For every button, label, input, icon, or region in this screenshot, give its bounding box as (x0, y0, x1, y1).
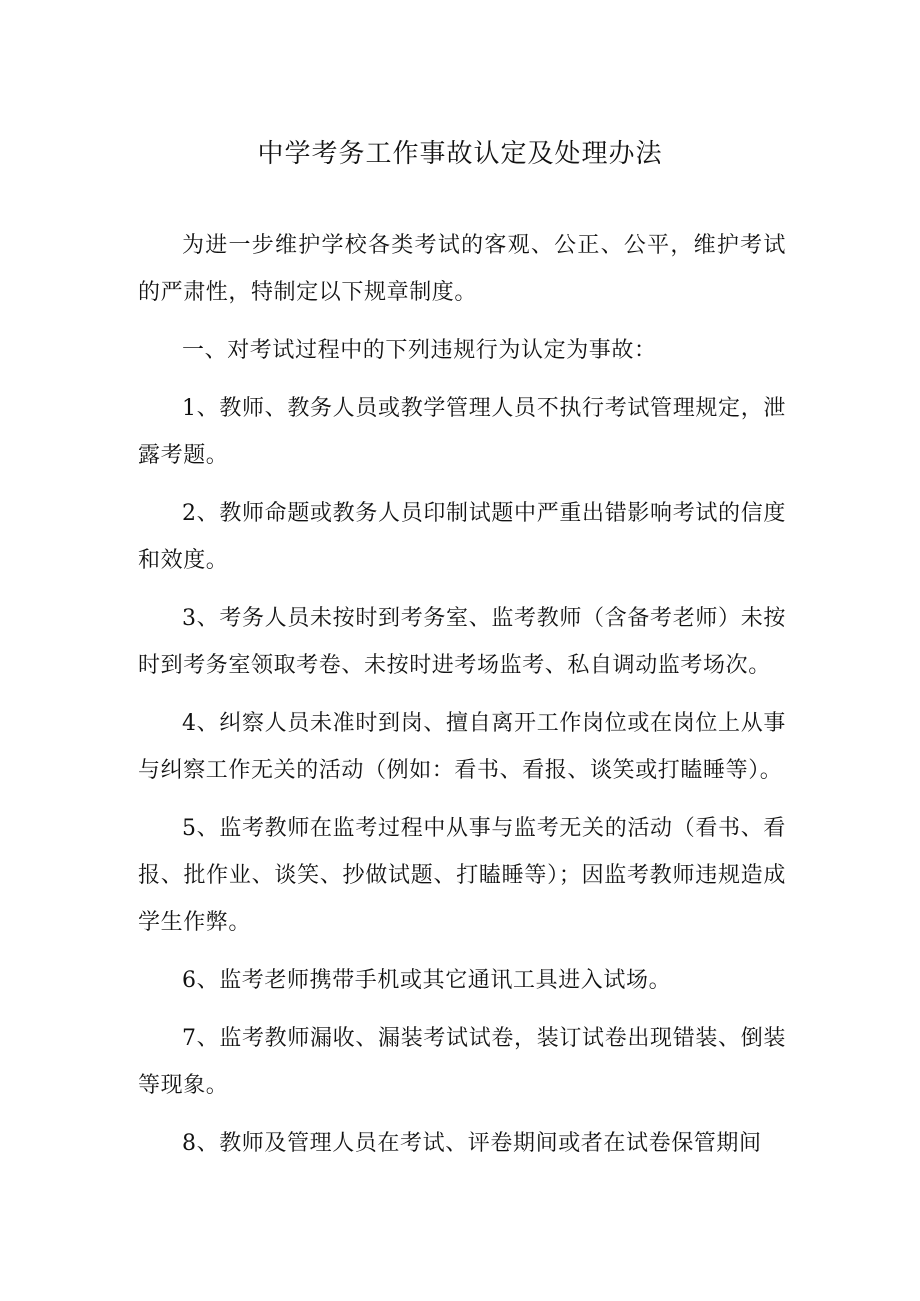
list-item: 7、监考教师漏收、漏装考试试卷，装订试卷出现错装、倒装等现象。 (138, 1026, 786, 1098)
document-title: 中学考务工作事故认定及处理办法 (257, 139, 663, 169)
section-heading: 一、对考试过程中的下列违规行为认定为事故： (182, 338, 657, 363)
list-item: 2、教师命题或教务人员印制试题中严重出错影响考试的信度和效度。 (138, 501, 786, 573)
document-body (138, 222, 786, 1178)
list-item: 8、教师及管理人员在考试、评卷期间或者在试卷保管期间 (182, 1131, 762, 1156)
list-item: 3、考务人员未按时到考务室、监考教师（含备考老师）未按时到考务室领取考卷、未按时进考场监考、私自调动监考场次。 (138, 606, 786, 678)
list-item: 5、监考教师在监考过程中从事与监考无关的活动（看书、看报、批作业、谈笑、抄做试题、打瞌睡等）；因监考教师违规造成学生作弊。 (138, 816, 786, 935)
list-item: 1、教师、教务人员或教学管理人员不执行考试管理规定，泄露考题。 (138, 396, 786, 468)
intro-paragraph: 为进一步维护学校各类考试的客观、公正、公平，维护考试的严肃性，特制定以下规章制度。 (138, 233, 786, 305)
list-item: 6、监考老师携带手机或其它通讯工具进入试场。 (182, 968, 672, 993)
list-item: 4、纠察人员未准时到岗、擅自离开工作岗位或在岗位上从事与纠察工作无关的活动（例如：看书、看报、谈笑或打瞌睡等）。 (138, 711, 786, 783)
